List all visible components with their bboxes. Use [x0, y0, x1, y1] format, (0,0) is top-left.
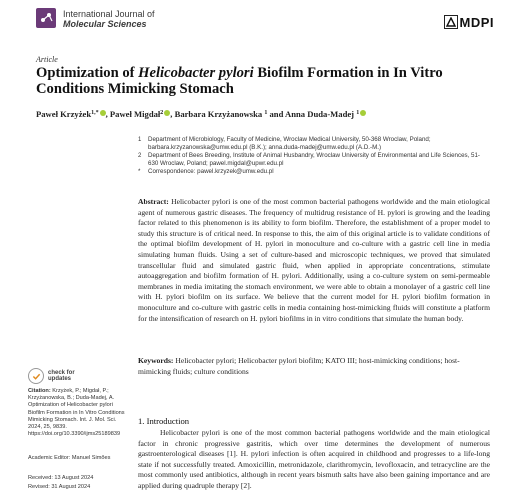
author-affiliation-sup: 1	[264, 110, 268, 116]
orcid-icon[interactable]	[360, 110, 366, 116]
author-affiliation-sup: 1,*	[91, 110, 99, 116]
correspondence-text: Correspondence: pawel.krzyzek@umw.edu.pl	[148, 168, 274, 175]
affiliation-item	[138, 168, 488, 176]
citation	[28, 388, 128, 438]
affiliation-text: Department of Microbiology, Faculty of Medicine, Wroclaw Medical University, 50-368 Wroclaw, Poland; barbara.krzyzanowska@umw.edu.pl (B.K.); anna.duda-madej@umw.edu.pl (A.D.-M.)	[148, 136, 431, 151]
check-updates-label	[48, 370, 75, 383]
affiliation-number: 1	[138, 137, 142, 143]
affiliation-item	[138, 152, 488, 168]
citation-text[interactable]: Krzyżek, P.; Migdał, P.; Krzyżanowska, B.; Duda-Madej, A. Optimization of Helicobacter pylori Biofilm Formation in In Vitro Conditions Mimicking Stomach. Int. J. Mol. Sci. 2024, 25, 9839. https://doi.org/10.3390/ijms25189839	[28, 388, 125, 438]
title-organism: Helicobacter pylori	[138, 65, 254, 81]
article-title	[36, 65, 476, 97]
title-part2: Biofilm Formation in In Vitro Conditions Mimicking Stomach	[36, 65, 443, 97]
author-list: Paweł Krzyżek$^{1,*}$ , Paweł Migdał$^2$ , Barbara Krzyżanowska $^1$ and Anna Duda-Madej $^1$	[36, 109, 476, 119]
revised-date: Revised: 31 August 2024	[28, 484, 91, 490]
author-name[interactable]: Anna Duda-Madej	[285, 109, 355, 119]
received-date: Received: 13 August 2024	[28, 475, 94, 481]
journal-name-line1: International Journal of	[63, 9, 155, 19]
introduction-text: Helicobacter pylori is one of the most common bacterial pathogens worldwide and the main etiological factor in chronic progressive gastritis, which over time determines the development of numerous gastroenterological diseases [1]. H. pylori infection is often acquired in childhood and progresses to a life-long state if not successfully treated. Amoxicillin, metronidazole, clarithromycin, levofloxacin, and tetracycline are the most commonly used antibiotics, although in recent years bismuth salts have also been gaining importance and are applied during quadruple therapy [2].	[138, 428, 490, 490]
author-name[interactable]: Paweł Krzyżek	[36, 109, 92, 119]
abstract	[138, 197, 490, 324]
affiliations	[138, 136, 488, 176]
affiliation-item	[138, 136, 488, 152]
molecule-icon	[36, 8, 56, 28]
check-for-updates-button[interactable]	[28, 368, 75, 384]
publication-dates	[28, 474, 128, 492]
author-affiliation-sup: 1	[356, 110, 360, 116]
section-heading-introduction: 1. Introduction	[138, 416, 190, 426]
author-name[interactable]: Barbara Krzyżanowska	[174, 109, 263, 119]
title-part1: Optimization of	[36, 65, 139, 81]
abstract-text: Helicobacter pylori is one of the most common bacterial pathogens worldwide and the main etiological agent of numerous gastric diseases. The frequency of multidrug resistance of H. pylori is growing and the leading factor related to this phenomenon is its ability to form biofilm. Therefore, the establishment of a proper model to study this structure is of critical need. In response to this, the aim of this original article is to validate conditions of the optimal biofilm development of H. pylori in monoculture and co-culture with a gastric cell line in media simulating human fluids. Using a set of culture-based and microscopic techniques, we proved that simulated transcellular fluid and simulated gastric fluid, when applied in appropriate concentrations, stimulate autoaggregation and biofilm formation of H. pylori. Additionally, using a co-culture system on semi-permeable membranes in media imitating the stomach environment, we were able to obtain a monolayer of a gastric cell line with H. pylori biofilm on its surface. We believe that the current model for H. pylori biofilm formation in monoculture and co-culture with gastric cells in media containing host-mimicking fluids will constitute a platform for the intensification of research on H. pylori biofilms in in vitro conditions that simulate the human body.	[138, 197, 490, 323]
journal-logo	[36, 8, 56, 28]
affiliation-number: *	[138, 168, 141, 175]
publisher-logo	[444, 14, 495, 30]
journal-name	[63, 9, 155, 29]
orcid-icon[interactable]	[164, 110, 170, 116]
affiliation-number: 2	[138, 153, 142, 159]
keywords	[138, 356, 490, 377]
citation-label: Citation:	[28, 388, 51, 394]
check-updates-line2: updates	[48, 376, 72, 382]
check-updates-line1: check for	[48, 369, 75, 376]
author-name[interactable]: Paweł Migdał	[109, 109, 161, 119]
article-type: Article	[36, 55, 58, 64]
mdpi-mark-icon	[444, 15, 458, 29]
author-affiliation-sup: 2	[160, 110, 164, 116]
journal-name-line2: Molecular Sciences	[63, 19, 147, 29]
publisher-name: MDPI	[459, 14, 494, 30]
academic-editor: Academic Editor: Manuel Simões	[28, 455, 111, 461]
affiliation-text: Department of Bees Breeding, Institute of Animal Husbandry, Wroclaw University of Environmental and Life Sciences, 51-630 Wroclaw, Poland; pawel.migdal@upwr.edu.pl	[148, 152, 480, 167]
check-updates-icon	[28, 368, 44, 384]
abstract-label: Abstract:	[138, 197, 169, 206]
keywords-text: Helicobacter pylori; Helicobacter pylori biofilm; KATO III; host-mimicking conditions; host-mimicking fluids; culture conditions	[138, 356, 460, 376]
orcid-icon[interactable]	[100, 110, 106, 116]
keywords-label: Keywords:	[138, 356, 174, 365]
